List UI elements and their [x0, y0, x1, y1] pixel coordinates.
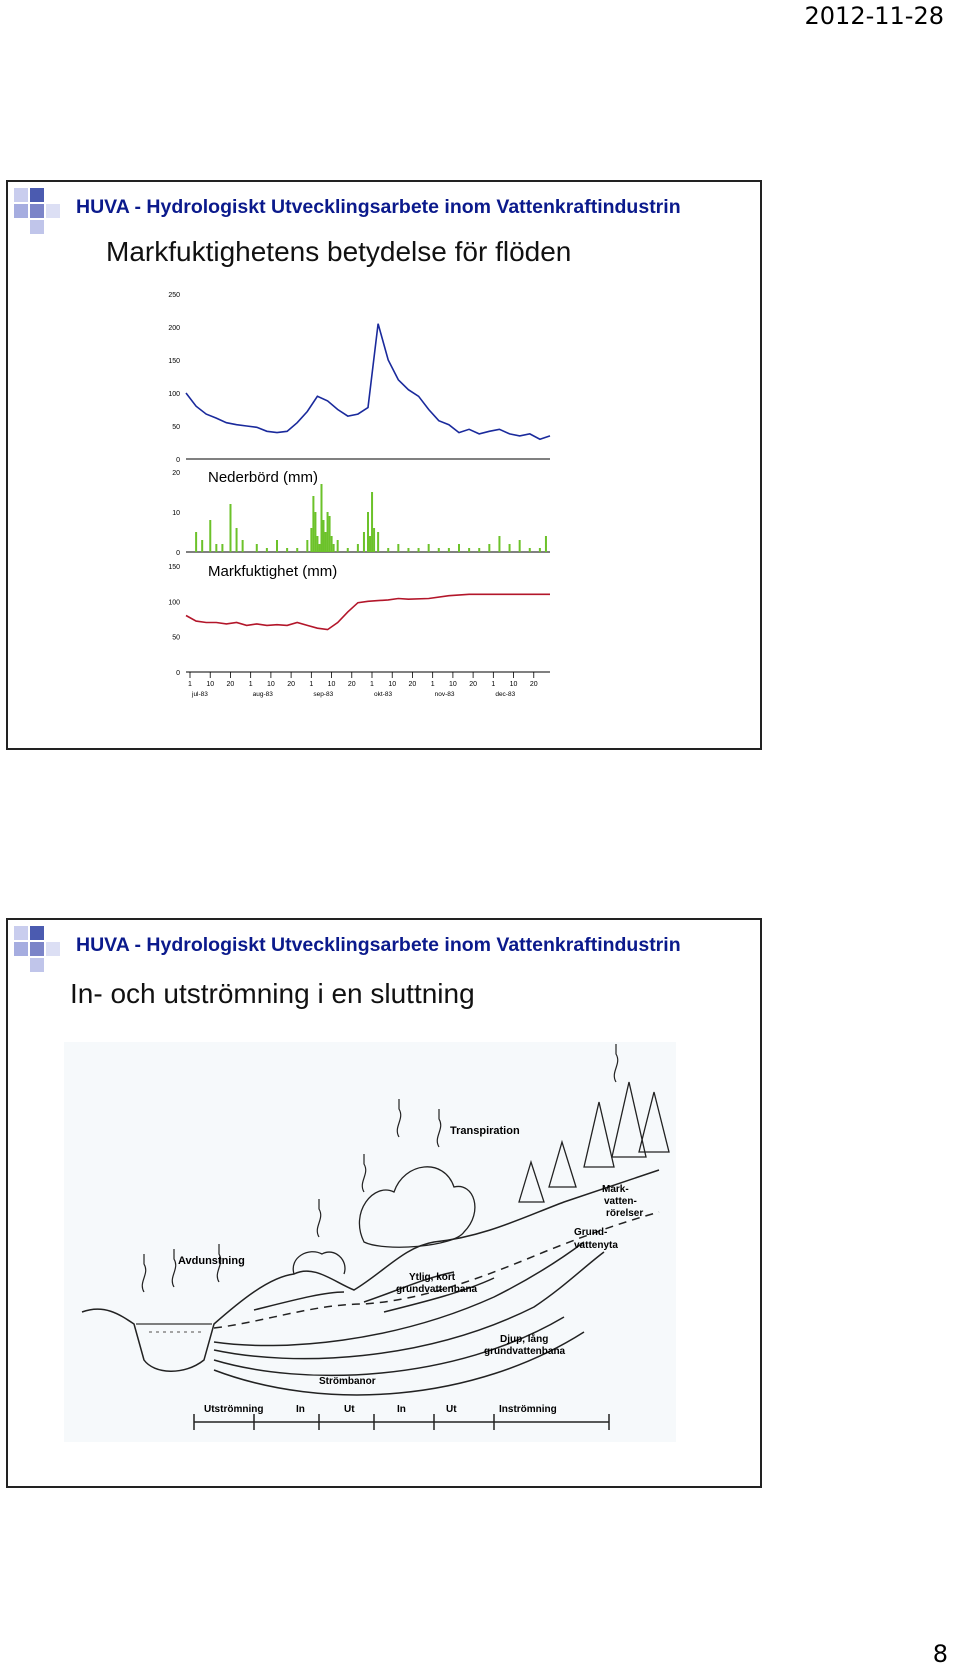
bar — [448, 548, 450, 552]
label-djup-1: Djup, lång — [500, 1334, 549, 1345]
series-line — [186, 594, 550, 629]
y-tick-label: 150 — [168, 564, 180, 571]
slide-header: HUVA - Hydrologiskt Utvecklingsarbete inom Vattenkraftindustrin — [76, 196, 681, 218]
bar — [468, 548, 470, 552]
bar — [371, 492, 373, 552]
zone-label: Inströmning — [499, 1404, 557, 1415]
bar — [256, 544, 258, 552]
x-tick-label: 10 — [388, 681, 397, 688]
y-tick-label: 100 — [168, 391, 180, 398]
y-tick-label: 0 — [176, 550, 180, 557]
bar — [327, 512, 329, 552]
slide-title: In- och utströmning i en sluttning — [70, 978, 475, 1009]
x-tick-label: 1 — [309, 681, 314, 688]
zone-label: In — [296, 1404, 305, 1415]
x-tick-label: 10 — [448, 681, 457, 688]
series-title: Nederbörd (mm) — [208, 469, 319, 486]
bar — [236, 528, 238, 552]
bar — [488, 544, 490, 552]
bar — [310, 528, 312, 552]
label-ytlig-2: grundvattenbana — [396, 1284, 478, 1295]
zone-label: Ut — [344, 1404, 355, 1415]
zone-label: In — [397, 1404, 406, 1415]
bar — [325, 532, 327, 552]
label-transpiration: Transpiration — [450, 1125, 520, 1137]
bar — [509, 544, 511, 552]
bar — [323, 520, 325, 552]
bar — [369, 536, 371, 552]
slide-decoration — [14, 926, 74, 976]
y-tick-label: 50 — [172, 634, 180, 642]
x-tick-label: 20 — [469, 681, 478, 688]
x-tick-label: 10 — [266, 681, 275, 688]
page-date: 2012-11-28 — [804, 2, 944, 30]
bar — [337, 540, 339, 552]
bar — [286, 548, 288, 552]
label-markvatten-2: vatten- — [604, 1196, 637, 1207]
month-label: sep-83 — [313, 691, 334, 698]
label-markvatten-1: Mark- — [602, 1184, 629, 1195]
x-tick-label: 10 — [206, 681, 215, 688]
bar — [209, 520, 211, 552]
bar — [498, 536, 500, 552]
label-markvatten-3: rörelser — [606, 1208, 644, 1219]
slide-soil-moisture — [6, 180, 762, 750]
label-strombanor: Strömbanor — [319, 1376, 376, 1387]
y-tick-label: 20 — [172, 470, 180, 477]
bar — [545, 536, 547, 552]
bar — [363, 532, 365, 552]
bar — [418, 548, 420, 552]
bar — [357, 544, 359, 552]
bar — [458, 544, 460, 552]
y-tick-label: 0 — [176, 457, 180, 464]
bar — [397, 544, 399, 552]
label-avdunstning: Avdunstning — [178, 1255, 245, 1267]
month-label: aug-83 — [252, 691, 273, 698]
bar — [333, 544, 335, 552]
bar — [296, 548, 298, 552]
bar — [387, 548, 389, 552]
page-number: 8 — [932, 1640, 948, 1668]
bar — [221, 544, 223, 552]
bar — [201, 540, 203, 552]
slide-header: HUVA - Hydrologiskt Utvecklingsarbete inom Vattenkraftindustrin — [76, 934, 681, 956]
x-tick-label: 20 — [347, 681, 356, 688]
label-djup-2: grundvattenbana — [484, 1346, 566, 1357]
x-tick-label: 20 — [226, 681, 235, 688]
y-tick-label: 10 — [172, 510, 180, 517]
x-tick-label: 10 — [327, 681, 336, 688]
bar — [329, 516, 331, 552]
bar — [438, 548, 440, 552]
x-tick-label: 10 — [509, 681, 518, 688]
bar — [428, 544, 430, 552]
bar — [367, 512, 369, 552]
bar — [318, 544, 320, 552]
y-tick-label: 0 — [176, 670, 180, 677]
bar — [215, 544, 217, 552]
hillslope-diagram — [64, 1042, 676, 1442]
bar — [320, 484, 322, 552]
bar — [539, 548, 541, 552]
slide-hillslope-flow — [6, 918, 762, 1488]
bar — [529, 548, 531, 552]
bar — [242, 540, 244, 552]
bar — [195, 532, 197, 552]
hydrograph-chart — [158, 284, 598, 724]
x-tick-label: 20 — [529, 681, 538, 688]
month-label: jul-83 — [192, 691, 208, 698]
bar — [266, 548, 268, 552]
label-grundvattenyta-1: Grund- — [574, 1227, 608, 1238]
x-tick-label: 20 — [287, 681, 296, 688]
x-tick-label: 1 — [188, 681, 192, 688]
series-title: Markfuktighet (mm) — [208, 563, 338, 580]
bar — [331, 536, 333, 552]
bar — [407, 548, 409, 552]
bar — [314, 512, 316, 552]
y-tick-label: 250 — [168, 292, 180, 299]
label-ytlig-1: Ytlig, kort — [409, 1272, 456, 1283]
zone-label: Ut — [446, 1404, 457, 1415]
bar — [377, 532, 379, 552]
x-tick-label: 1 — [430, 681, 435, 688]
series-line — [186, 324, 550, 440]
zone-label: Utströmning — [204, 1404, 264, 1415]
x-tick-label: 1 — [248, 681, 253, 688]
bar — [306, 540, 308, 552]
x-tick-label: 20 — [408, 681, 417, 688]
x-tick-label: 1 — [370, 681, 374, 688]
y-tick-label: 50 — [172, 424, 180, 431]
bar — [229, 504, 231, 552]
bar — [316, 536, 318, 552]
slide-title: Markfuktighetens betydelse för flöden — [106, 236, 572, 267]
bar — [478, 548, 480, 552]
bar — [373, 528, 375, 552]
bar — [347, 548, 349, 552]
month-label: nov-83 — [434, 691, 455, 698]
y-tick-label: 150 — [168, 358, 180, 365]
bar — [519, 540, 521, 552]
x-tick-label: 1 — [491, 681, 496, 688]
label-grundvattenyta-2: vattenyta — [574, 1240, 618, 1251]
y-tick-label: 200 — [168, 325, 180, 332]
y-tick-label: 100 — [168, 599, 180, 607]
month-label: okt-83 — [374, 691, 393, 698]
bar — [276, 540, 278, 552]
bar — [312, 496, 314, 552]
month-label: dec-83 — [495, 691, 516, 698]
slide-decoration — [14, 188, 74, 238]
